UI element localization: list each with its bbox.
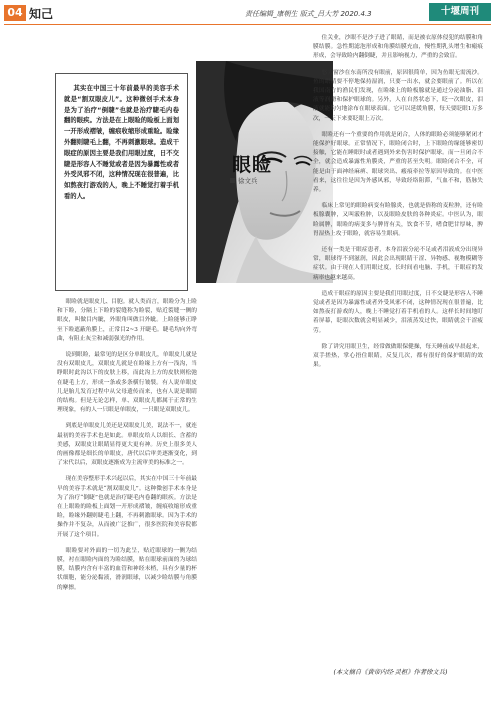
paragraph: 还有一类是干眼症患者，本身泪液分泌不足或者泪液成分出现异常，眼球得不到滋润，因此会出现眼睛干涩、异物感、视物模糊等症状。由于现在人们用眼过度，长时间看电脑、手机，干眼症的发病率也越来越高。 (313, 247, 483, 281)
body-column-right (313, 34, 483, 662)
section-title: 知己 (29, 7, 54, 21)
paragraph: 临床上常见的眼睑病变有睑腺炎，也就是俗称的麦粒肿，还有睑板腺囊肿，又叫霰粒肿，以及眼睑皮肤的各种炎症。中医认为，眼睑属脾，眼睑的病变多与脾胃有关，饮食不节，嗜食肥甘厚味，脾胃湿热上攻于眼睑，就容易生眼病。 (313, 203, 483, 237)
body-column-left (57, 298, 197, 658)
header-rule (4, 24, 491, 25)
paragraph: 憨大窗沙在东南所没有眼前，原因很简单，因为鱼眼无需流沙。鱼的眼睛要不停地保持湿润，只要一出水，就会要眼前了。所以在我国南方的渔民们发现，在睑缘上的睑板腺就是通过分泌油脂、泪液等润滑和保护眼球的。另外，人在自然状态下，眨一次眼皮，泪液就能均匀地涂布在眼球表面。它可以延缓角膜，每天要眨眼1万多次，一天下来要眨眼上万次。 (313, 69, 483, 122)
paragraph: 到底是单眼皮儿美还是双眼皮儿美，说法不一，就连最初的美容手术也是如此。单眼皮给人以细长、含蓄的美感，双眼皮让眼睛显得更大更有神。历史上很多美人的画像都是细长的单眼皮，唐代以后审美逐渐变化，到了宋代以后，双眼皮逐渐成为主流审美的标准之一。 (57, 423, 197, 467)
newspaper-masthead: 十堰周刊 (429, 3, 491, 21)
paragraph: 住关业，沙眼不是沙子进了眼睛，而是被衣原体侵犯的结膜和角膜结膜。急性期滤泡形成和角膜结膜充血，慢性期乳头增生和瘢痕形成，会导致睑内翻倒睫，并且影响视力，严重的会致盲。 (313, 35, 483, 60)
paragraph: 眼睑就是眼皮儿、目胞。就人类而言，眼睑分为上睑和下睑，分隔上下睑的裂缝称为睑裂，贴近裂缝一侧的眼皮，叫做目内眦，外眼角叫做目外眦。上睑能够正睁至下睑遮蔽角膜上，正常目2~3 开睫毛。睫毛均向外弯曲，有阻止灰尘和减弱强光的作用。 (57, 299, 197, 342)
paragraph: 除了讲究用眼卫生，经常做做眼保健操，每天睡前或早晨起来，双手搓热，掌心捂住眼睛，反复几次，都有很好的保护眼睛的效果。 (313, 343, 483, 369)
paragraph: 造成干眼症的原因主要是我们用眼过度，日不交睫是形容人不睡觉或者是因为暴露性或者外受风邪不闭，这种情况现在很普遍，比如熬夜打游戏的人，晚上不睡觉打着手机看的人。这样长时间地盯着屏幕，眨眼次数就会明显减少，泪液蒸发过快，眼睛就会干涩疲劳。 (313, 290, 483, 334)
source-footnote: (本文摘自《黄帝内经·灵枢》作者徐文兵) (333, 669, 448, 676)
paragraph: 眼睑还有一个重要的作用就是闭合，人体的眼睑必须能够紧闭才能保护好眼球。正常情况下，眼睑闭合时，上下眼睑的缘能够密切接触，它能在睡眠时或者遇到外来伤害时保护眼球。而一旦闭合不全，就会造成暴露性角膜炎，严重的甚至失明。眼睑闭合不全，可能是由于面神经麻痹、眼球突出、瘢痕牵拉等原因导致的。在中医看来，这往往是因为外感风邪，导致经络阻滞，气血不和，筋脉失养。 (313, 131, 483, 194)
page-number: 04 (4, 5, 26, 21)
article-byline (230, 176, 258, 185)
lead-text: 其实在中国三十年前最早的美容手术就是“割双眼皮儿”。这种微创手术本身是为了治疗“倒睫”也就是治疗睫毛内卷翻的眼疾。方法是在上眼睑的睑板上面划一开形成褶皱，缠痕收缩形成重睑。睑缘外翻则睫毛上翻，不再刺激眼球。造成干眼症的原因主要是我们用眼过度，日不交睫是形容人不睡觉或者是因为暴露性或者外受风邪不闭，这种情况现在很普遍，比如熬夜打游戏的人，晚上不睡觉打着手机看的人。 (64, 85, 179, 200)
paragraph: 眼睑要对外面的一切为此呈，贴近眼球的一侧为结膜，衬在眼睑内面的为睑结膜，贴在眼球前面的为球结膜，结膜内含有丰富的血管和神经末梢，具有少量的杯状细胞，能分泌黏液，滑润眼球，以减少睑结膜与角膜的摩擦。 (57, 547, 197, 591)
byline-author: 徐文兵 (238, 177, 258, 185)
byline-marker-icon (230, 178, 235, 183)
page-header (0, 0, 494, 26)
paragraph: 说到眼睑，最常见的是区分单眼皮儿，单眼皮儿就是没有双眼皮儿，双眼皮儿就是在睑缘上方有一浅沟，当睁眼时此沟以下的皮肤上移，而此沟上方的皮肤则松弛在睫毛上方，形成一条或多条横行皱襞。有人说单眼皮儿是胎儿发育过程中从父母遗传而来，也有人说是眼睛的结构。但是无论怎样，单、双眼皮儿都属于正常的生理现象，有的人一只眼是单眼皮，一只眼是双眼皮儿。 (57, 352, 197, 414)
paragraph: 现在美容整形手术兴起以后，其实在中国三十年前最早的美容手术就是“割双眼皮儿”。这种微创手术本身是为了治疗“倒睫”也就是治疗睫毛内卷翻的眼疾。方法是在上眼睑的睑板上面划一开形成褶皱，缠痕收缩形成重睑，睑缘外翻则睫毛上翻，不再刺激眼球。因为手术的操作并不复杂，从而被广泛推广，很多医院和美容院都开展了这个项目。 (57, 476, 197, 538)
lead-box (55, 73, 188, 291)
article-title: 眼睑 (232, 154, 273, 176)
editor-credits: 责任编辑_康朝生 版式_吕大芳 2020.4.3 (245, 10, 372, 18)
